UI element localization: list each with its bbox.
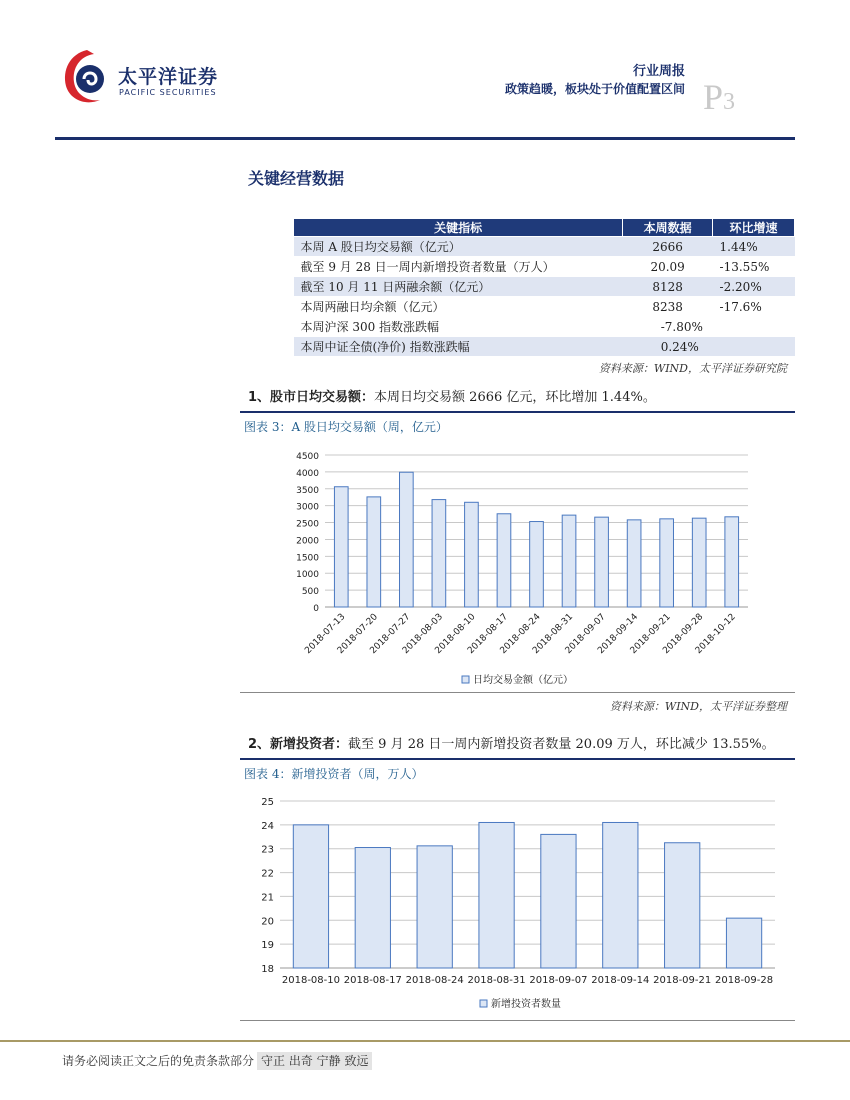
- x-tick-label: 2018-09-14: [596, 612, 641, 657]
- y-tick-label: 4000: [296, 468, 319, 479]
- company-logo: [60, 46, 240, 106]
- bar: [562, 515, 576, 607]
- table-cell: 截至 9 月 28 日一周内新增投资者数量（万人）: [294, 257, 623, 277]
- bar: [541, 834, 576, 968]
- key-data-table: [293, 218, 795, 357]
- y-tick-label: 19: [261, 940, 274, 952]
- x-tick-label: 2018-09-28: [715, 975, 774, 986]
- y-tick-label: 20: [261, 916, 274, 928]
- x-tick-label: 2018-07-13: [303, 612, 348, 657]
- x-tick-label: 2018-08-10: [433, 612, 478, 657]
- y-tick-label: 500: [301, 587, 319, 598]
- x-tick-label: 2018-08-31: [531, 612, 576, 657]
- x-tick-label: 2018-08-03: [400, 612, 446, 657]
- y-tick-label: 2500: [296, 519, 319, 530]
- y-tick-label: 25: [261, 797, 274, 808]
- bar: [417, 846, 452, 968]
- table-source-note: 资料来源：WIND，太平洋证券研究院: [598, 362, 787, 375]
- x-tick-label: 2018-07-20: [335, 612, 380, 657]
- figure-source-note: 资料来源：WIND，太平洋证券整理: [609, 700, 787, 713]
- table-cell: 本周两融日均余额（亿元）: [294, 297, 623, 317]
- footer-motto: 守正 出奇 宁静 致远: [257, 1052, 372, 1070]
- bar: [665, 843, 700, 968]
- x-tick-label: 2018-09-14: [591, 975, 650, 986]
- y-tick-label: 4500: [296, 452, 319, 462]
- table-row: [294, 297, 795, 317]
- y-tick-label: 3000: [296, 502, 319, 513]
- table-cell: -2.20%: [713, 277, 795, 297]
- figure-divider: [240, 692, 795, 693]
- bar: [479, 822, 514, 968]
- y-tick-label: 1500: [296, 553, 319, 564]
- bar: [497, 514, 511, 607]
- table-cell: 0.24%: [623, 337, 795, 357]
- y-tick-label: 2000: [296, 536, 319, 547]
- footer: [62, 1052, 372, 1069]
- table-cell: 8128: [623, 277, 713, 297]
- x-tick-label: 2018-08-17: [466, 612, 511, 657]
- table-row: [294, 317, 795, 337]
- bar: [726, 918, 761, 968]
- legend-swatch: [462, 676, 469, 683]
- y-tick-label: 21: [261, 892, 274, 904]
- x-tick-label: 2018-08-24: [405, 975, 464, 986]
- x-tick-label: 2018-08-17: [343, 975, 402, 986]
- x-tick-label: 2018-07-27: [368, 612, 413, 657]
- x-tick-label: 2018-09-28: [661, 612, 706, 657]
- table-cell: 截至 10 月 11 日两融余额（亿元）: [294, 277, 623, 297]
- table-header: 关键指标: [294, 219, 623, 237]
- pacific-securities-logo-icon: [60, 46, 114, 106]
- table-header: 环比增速: [713, 219, 795, 237]
- new-investors-chart: [240, 786, 795, 1018]
- figure-4-title: 图表 4：新增投资者（周，万人）: [240, 758, 795, 786]
- page-number: P3: [703, 77, 736, 117]
- figure-3-title: 图表 3：A 股日均交易额（周，亿元）: [240, 411, 795, 439]
- paragraph-new-investors: 2、新增投资者：截至 9 月 28 日一周内新增投资者数量 20.09 万人，环比减少 13.55%。: [248, 737, 775, 752]
- y-tick-label: 18: [261, 964, 274, 975]
- footer-divider: [0, 1040, 850, 1042]
- table-row: [294, 337, 795, 357]
- x-tick-label: 2018-09-21: [653, 975, 712, 986]
- bar: [400, 472, 414, 607]
- bar: [603, 822, 638, 968]
- y-tick-label: 22: [261, 868, 274, 880]
- x-tick-label: 2018-08-24: [498, 612, 543, 657]
- table-row: [294, 277, 795, 297]
- table-cell: 20.09: [623, 257, 713, 277]
- report-type: 行业周报: [632, 64, 685, 79]
- y-tick-label: 23: [261, 844, 274, 856]
- header-divider: [55, 137, 795, 140]
- bar: [465, 502, 479, 607]
- table-cell: -7.80%: [623, 317, 795, 337]
- bar: [725, 517, 739, 607]
- x-tick-label: 2018-09-07: [529, 975, 588, 986]
- x-tick-label: 2018-10-12: [693, 612, 738, 657]
- table-cell: 1.44%: [713, 237, 795, 257]
- footer-disclaimer: 请务必阅读正文之后的免责条款部分: [62, 1054, 255, 1068]
- bar: [530, 522, 544, 607]
- table-cell: 本周中证全债(净价) 指数涨跌幅: [294, 337, 623, 357]
- bar: [660, 519, 674, 607]
- legend-label: 新增投资者数量: [491, 999, 561, 1010]
- y-tick-label: 3500: [296, 485, 319, 496]
- x-tick-label: 2018-08-31: [467, 975, 526, 986]
- trading-volume-chart: [240, 440, 795, 690]
- y-tick-label: 24: [261, 820, 274, 832]
- y-tick-label: 0: [313, 604, 319, 614]
- bar: [595, 517, 609, 607]
- table-cell: 8238: [623, 297, 713, 317]
- bar: [432, 500, 446, 607]
- x-tick-label: 2018-09-07: [563, 612, 608, 657]
- x-tick-label: 2018-09-21: [628, 612, 673, 657]
- table-cell: -13.55%: [713, 257, 795, 277]
- table-cell: -17.6%: [713, 297, 795, 317]
- legend-label: 日均交易金额（亿元）: [473, 675, 573, 686]
- logo-text-cn: 太平洋证券: [118, 66, 219, 88]
- bar: [334, 487, 348, 607]
- logo-text-en: PACIFIC SECURITIES: [119, 88, 217, 97]
- table-header-row: [294, 219, 795, 237]
- section-title: 关键经营数据: [248, 169, 345, 188]
- paragraph-trading-volume: 1、股市日均交易额：本周日均交易额 2666 亿元，环比增加 1.44%。: [248, 390, 656, 405]
- bar: [355, 848, 390, 968]
- y-tick-label: 1000: [296, 570, 319, 581]
- bar: [627, 520, 641, 607]
- x-tick-label: 2018-08-10: [281, 975, 340, 986]
- bar: [367, 497, 381, 607]
- table-cell: 本周 A 股日均交易额（亿元）: [294, 237, 623, 257]
- report-subtitle: 政策趋暖，板块处于价值配置区间: [504, 82, 685, 96]
- table-cell: 2666: [623, 237, 713, 257]
- legend-swatch: [480, 1000, 487, 1007]
- bar: [692, 518, 706, 607]
- table-header: 本周数据: [623, 219, 713, 237]
- table-row: [294, 237, 795, 257]
- figure-divider: [240, 1020, 795, 1021]
- table-cell: 本周沪深 300 指数涨跌幅: [294, 317, 623, 337]
- bar: [293, 825, 328, 968]
- table-row: [294, 257, 795, 277]
